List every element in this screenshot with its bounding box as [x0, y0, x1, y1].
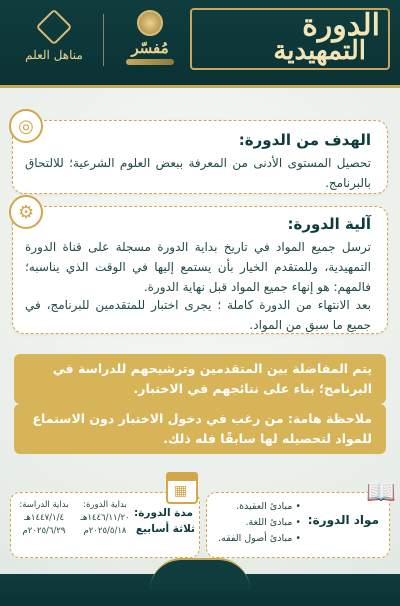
manahil-logo-text: مناهل العلم: [25, 48, 83, 62]
material-item: • مبادئ العقيدة.: [236, 501, 301, 512]
course-title-line1: الدورة: [302, 8, 380, 43]
mufassir-logo-text: مُفسّر: [131, 39, 169, 57]
course-start: [77, 499, 133, 538]
materials-card: [206, 492, 390, 558]
materials-list: [215, 499, 301, 547]
material-item: • مبادئ اللغة.: [245, 517, 301, 528]
selection-banner: يتم المفاضلة بين المتقدمين وترشيحهم للدراسة في البرنامج؛ بناء على نتائجهم في الاختبار.: [14, 354, 386, 404]
target-icon: ◎: [9, 109, 43, 143]
manahil-logo: [6, 14, 102, 70]
mufassir-logo: [110, 10, 190, 70]
duration-label: مدة الدورة:: [134, 507, 193, 519]
study-start-gregorian: ٢٠٢٥/٦/٢٩م: [22, 526, 66, 536]
goal-heading: الهدف من الدورة:: [238, 131, 371, 149]
header: [0, 0, 400, 88]
materials-heading: مواد الدورة:: [307, 513, 379, 527]
mechanism-card: [12, 201, 388, 334]
course-start-hijri: ١٤٤٦/١١/٢٠هـ: [80, 513, 130, 523]
emblem-icon: [36, 9, 73, 46]
footer-arch: [150, 558, 250, 590]
footer: [0, 574, 400, 606]
study-start-hijri: ١٤٤٧/١/٤هـ: [23, 513, 65, 523]
mechanism-paragraph-1: ترسل جميع المواد في تاريخ بداية الدورة مسجلة على قناة الدورة التمهيدية، وللمتقدم الخيار بأن يستمع إليها في الوقت الذي يناسبه؛ فالمهم: هو إنهاء جميع المواد قبل نهاية الدورة.: [25, 240, 371, 294]
logo-ribbon: [126, 59, 174, 65]
goal-card: [12, 115, 388, 194]
goal-text: تحصيل المستوى الأدنى من المعرفة ببعض العلوم الشرعية؛ للالتحاق بالبرنامج.: [25, 156, 371, 190]
duration-value: ثلاثة أسابيع: [135, 523, 195, 535]
course-start-label: بداية الدورة:: [83, 500, 127, 510]
book-icon: 📖: [366, 478, 396, 506]
gear-icon: ⚙: [9, 195, 43, 229]
study-start: [15, 499, 73, 538]
mechanism-heading: آلية الدورة:: [287, 215, 371, 233]
course-title-line2: التمهيدية: [273, 36, 366, 66]
course-title: [190, 8, 390, 70]
calendar-icon: [166, 472, 198, 504]
mechanism-paragraph-2: بعد الانتهاء من الدورة كاملة ؛ يجرى اختبار للمتقدمين للبرنامج، في جميع ما سبق من المواد.: [25, 298, 371, 332]
logo-divider: [103, 14, 104, 66]
seal-icon: [137, 10, 163, 36]
course-start-gregorian: ٢٠٢٥/٥/١٨م: [83, 526, 127, 536]
material-item: • مبادئ أصول الفقه.: [218, 533, 301, 544]
note-banner: ملاحظة هامة: من رغب في دخول الاختبار دون الاستماع للمواد لتحصيله لها سابقًا فله ذلك.: [14, 404, 386, 454]
study-start-label: بداية الدراسة:: [19, 500, 69, 510]
